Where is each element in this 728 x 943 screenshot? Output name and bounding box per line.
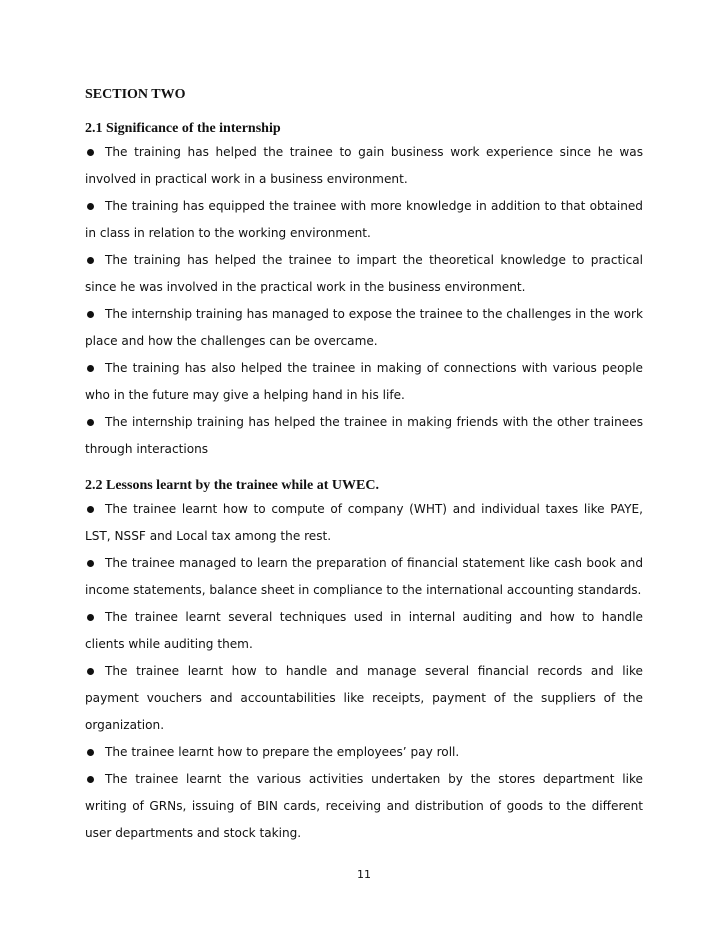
list-item-text: The trainee learnt how to compute of company (WHT) and individual taxes like PAYE, LST, NSSF and Local tax among the rest. [85,502,643,543]
bullet-icon [87,749,94,756]
list-item-text: The trainee learnt how to handle and manage several financial records and like payment vouchers and accountabilities like receipts, payment of the suppliers of the organization. [85,664,643,732]
list-item-text: The training has also helped the trainee in making of connections with various people who in the future may give a helping hand in his life. [85,361,643,402]
lessons-bullet-list [85,496,643,847]
significance-bullet-list [85,139,643,463]
list-item [85,409,643,463]
bullet-icon [87,365,94,372]
list-item-text: The training has helped the trainee to impart the theoretical knowledge to practical since he was involved in the practical work in the business environment. [85,253,643,294]
page-number: 11 [357,868,371,881]
bullet-icon [87,311,94,318]
list-item-text: The trainee learnt several techniques used in internal auditing and how to handle clients while auditing them. [85,610,643,651]
list-item [85,739,643,766]
list-item [85,766,643,847]
bullet-icon [87,149,94,156]
list-item [85,301,643,355]
list-item-text: The training has equipped the trainee with more knowledge in addition to that obtained in class in relation to the working environment. [85,199,643,240]
page-content [85,86,643,847]
list-item [85,193,643,247]
heading-lessons-learnt: 2.2 Lessons learnt by the trainee while at UWEC. [85,478,379,493]
bullet-icon [87,776,94,783]
bullet-icon [87,257,94,264]
list-item [85,658,643,739]
list-item-text: The trainee learnt the various activities undertaken by the stores department like writing of GRNs, issuing of BIN cards, receiving and distribution of goods to the different user departments and stock taking. [85,772,643,840]
bullet-icon [87,506,94,513]
section-title: SECTION TWO [85,87,186,102]
list-item [85,139,643,193]
list-item [85,247,643,301]
list-item-text: The internship training has helped the trainee in making friends with the other trainees through interactions [85,415,643,456]
bullet-icon [87,203,94,210]
heading-significance-of-internship: 2.1 Significance of the internship [85,121,281,136]
list-item [85,355,643,409]
bullet-icon [87,614,94,621]
bullet-icon [87,419,94,426]
list-item-text: The training has helped the trainee to gain business work experience since he was involved in practical work in a business environment. [85,145,643,186]
list-item-text: The trainee managed to learn the preparation of financial statement like cash book and income statements, balance sheet in compliance to the international accounting standards. [85,556,643,597]
list-item-text: The trainee learnt how to prepare the employees’ pay roll. [105,745,460,759]
list-item [85,496,643,550]
bullet-icon [87,668,94,675]
list-item [85,604,643,658]
bullet-icon [87,560,94,567]
list-item [85,550,643,604]
list-item-text: The internship training has managed to expose the trainee to the challenges in the work place and how the challenges can be overcame. [85,307,643,348]
